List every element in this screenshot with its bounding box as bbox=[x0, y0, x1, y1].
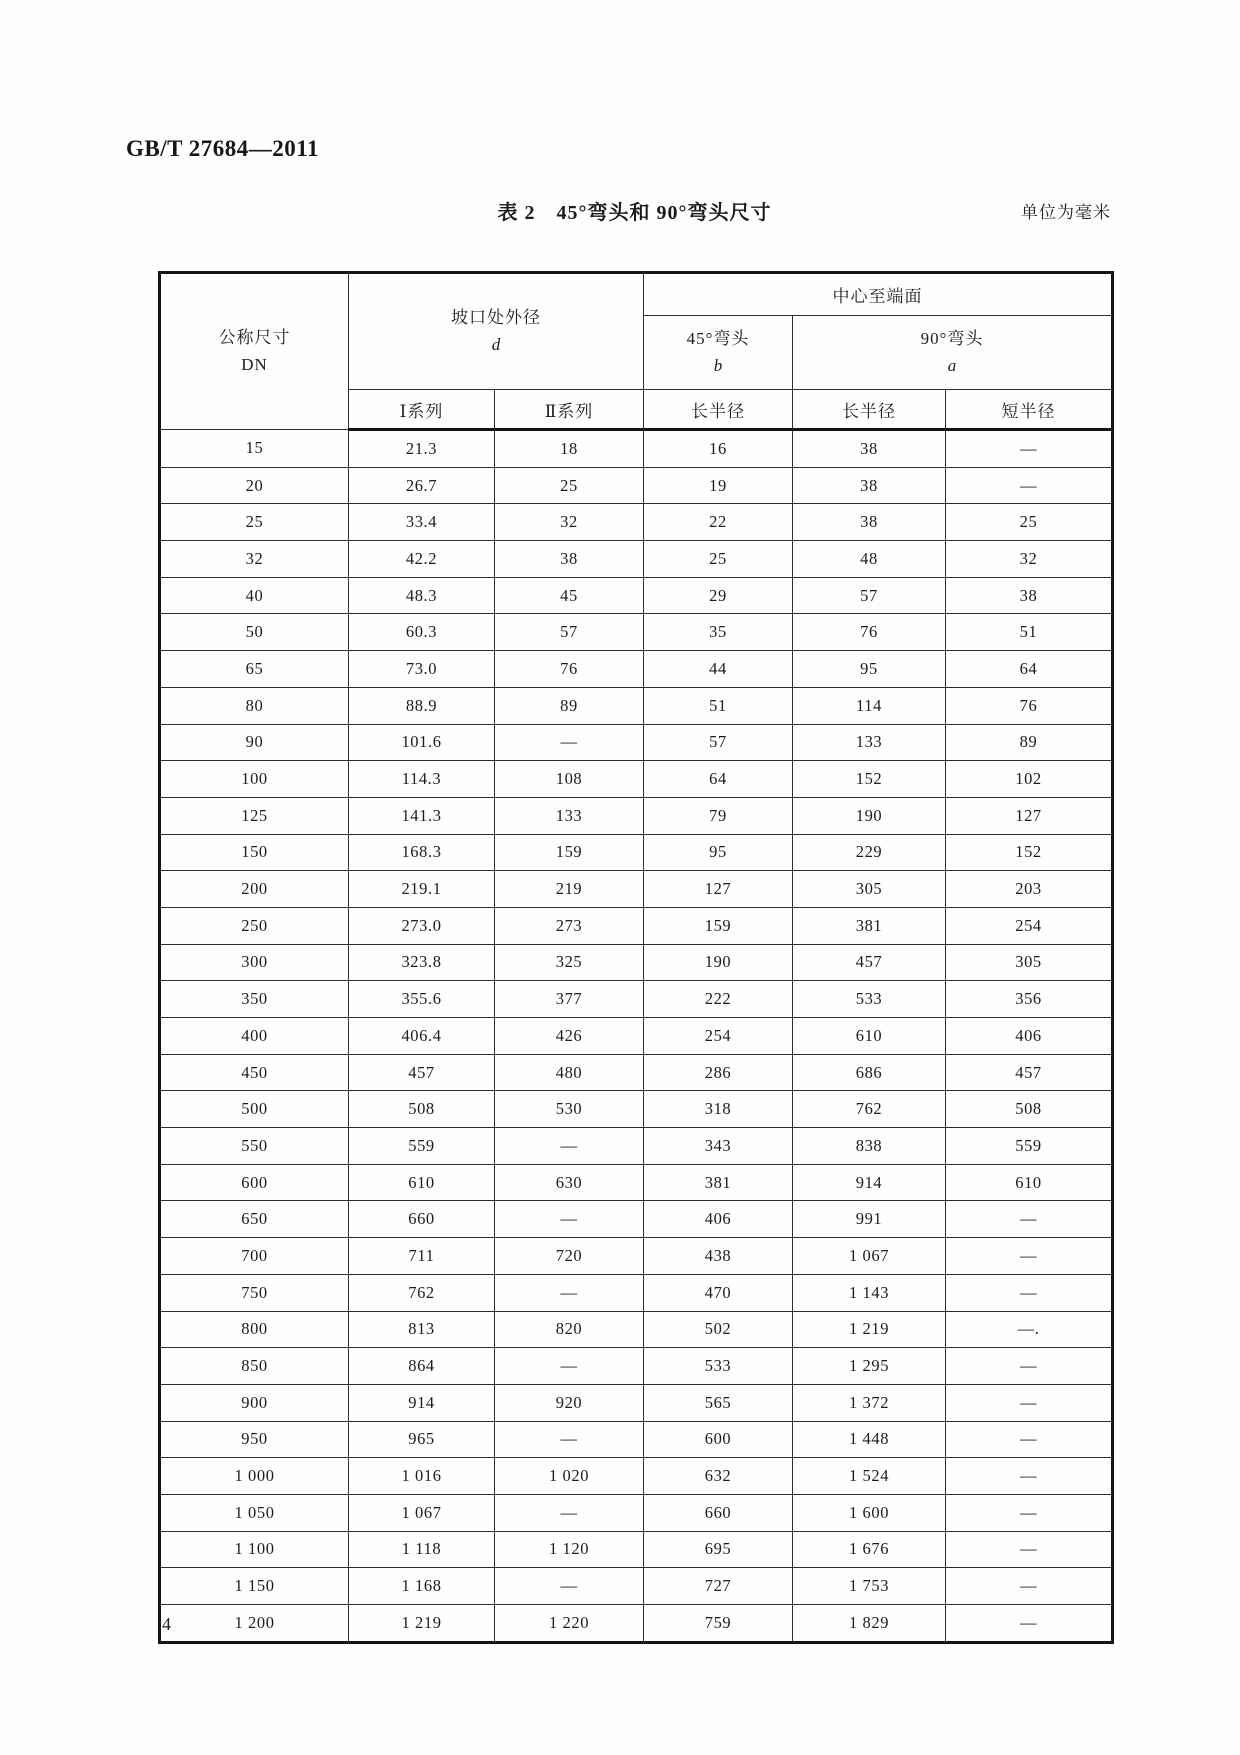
table-cell: 1 067 bbox=[349, 1494, 495, 1531]
header-elbow-90 bbox=[793, 316, 1113, 390]
header-nominal-size-symbol: DN bbox=[241, 354, 268, 374]
header-nominal-size-label: 公称尺寸 bbox=[218, 328, 291, 348]
table-cell: — bbox=[946, 1605, 1113, 1643]
table-cell: 229 bbox=[793, 834, 946, 871]
table-row bbox=[160, 871, 1113, 908]
table-cell: 1 100 bbox=[160, 1531, 349, 1568]
table-cell: 18 bbox=[495, 430, 644, 468]
table-cell: 759 bbox=[644, 1605, 793, 1643]
table-row bbox=[160, 541, 1113, 578]
table-cell: 900 bbox=[160, 1384, 349, 1421]
table-cell: 695 bbox=[644, 1531, 793, 1568]
table-cell: 381 bbox=[793, 907, 946, 944]
table-cell: 25 bbox=[644, 541, 793, 578]
header-long-radius-45: 长半径 bbox=[644, 390, 793, 430]
table-cell: 991 bbox=[793, 1201, 946, 1238]
table-cell: 38 bbox=[793, 430, 946, 468]
table-cell: 350 bbox=[160, 981, 349, 1018]
header-center-to-face: 中心至端面 bbox=[644, 273, 1113, 316]
table-row bbox=[160, 1568, 1113, 1605]
table-cell: 426 bbox=[495, 1018, 644, 1055]
table-cell: 100 bbox=[160, 761, 349, 798]
table-cell: 1 295 bbox=[793, 1348, 946, 1385]
table-cell: 1 829 bbox=[793, 1605, 946, 1643]
table-cell: 64 bbox=[644, 761, 793, 798]
table-row bbox=[160, 1054, 1113, 1091]
table-cell: 502 bbox=[644, 1311, 793, 1348]
table-row bbox=[160, 1458, 1113, 1495]
table-cell: 838 bbox=[793, 1128, 946, 1165]
table-cell: 254 bbox=[946, 907, 1113, 944]
table-cell: — bbox=[495, 1128, 644, 1165]
table-cell: 22 bbox=[644, 504, 793, 541]
table-caption-row bbox=[158, 196, 1111, 222]
table-cell: 355.6 bbox=[349, 981, 495, 1018]
table-cell: 1 000 bbox=[160, 1458, 349, 1495]
header-series-2: Ⅱ系列 bbox=[495, 390, 644, 430]
table-row bbox=[160, 687, 1113, 724]
table-cell: 1 753 bbox=[793, 1568, 946, 1605]
table-row bbox=[160, 1531, 1113, 1568]
table-cell: 51 bbox=[644, 687, 793, 724]
table-cell: — bbox=[946, 1458, 1113, 1495]
table-row bbox=[160, 430, 1113, 468]
table-cell: 79 bbox=[644, 797, 793, 834]
table-cell: 101.6 bbox=[349, 724, 495, 761]
header-bevel-od-label: 坡口处外径 bbox=[451, 308, 541, 328]
table-cell: 152 bbox=[793, 761, 946, 798]
table-cell: 914 bbox=[349, 1384, 495, 1421]
table-cell: 35 bbox=[644, 614, 793, 651]
table-cell: 168.3 bbox=[349, 834, 495, 871]
header-short-radius-90: 短半径 bbox=[946, 390, 1113, 430]
table-cell: — bbox=[946, 1568, 1113, 1605]
table-cell: 305 bbox=[946, 944, 1113, 981]
table-cell: — bbox=[495, 1494, 644, 1531]
table-cell: 40 bbox=[160, 577, 349, 614]
table-cell: 762 bbox=[349, 1274, 495, 1311]
table-cell: 406.4 bbox=[349, 1018, 495, 1055]
table-cell: 88.9 bbox=[349, 687, 495, 724]
table-cell: 32 bbox=[495, 504, 644, 541]
table-cell: 73.0 bbox=[349, 651, 495, 688]
table-cell: 114.3 bbox=[349, 761, 495, 798]
table-cell: 190 bbox=[793, 797, 946, 834]
table-row bbox=[160, 1421, 1113, 1458]
table-cell: 125 bbox=[160, 797, 349, 834]
table-cell: 1 676 bbox=[793, 1531, 946, 1568]
table-row bbox=[160, 761, 1113, 798]
table-row bbox=[160, 577, 1113, 614]
header-bevel-od-symbol: d bbox=[491, 334, 501, 354]
table-cell: 914 bbox=[793, 1164, 946, 1201]
dimension-table bbox=[158, 271, 1114, 1644]
table-row bbox=[160, 1091, 1113, 1128]
table-row bbox=[160, 1018, 1113, 1055]
table-cell: 38 bbox=[793, 504, 946, 541]
table-cell: 273 bbox=[495, 907, 644, 944]
table-cell: — bbox=[495, 1421, 644, 1458]
table-cell: 356 bbox=[946, 981, 1113, 1018]
table-row bbox=[160, 907, 1113, 944]
table-cell: 25 bbox=[160, 504, 349, 541]
table-cell: 159 bbox=[644, 907, 793, 944]
header-nominal-size bbox=[160, 273, 349, 430]
table-cell: 159 bbox=[495, 834, 644, 871]
table-cell: 203 bbox=[946, 871, 1113, 908]
table-cell: 632 bbox=[644, 1458, 793, 1495]
table-cell: 1 219 bbox=[793, 1311, 946, 1348]
table-cell: 76 bbox=[793, 614, 946, 651]
table-cell: 65 bbox=[160, 651, 349, 688]
table-cell: 457 bbox=[793, 944, 946, 981]
table-cell: 42.2 bbox=[349, 541, 495, 578]
table-cell: 108 bbox=[495, 761, 644, 798]
table-cell: 141.3 bbox=[349, 797, 495, 834]
table-cell: 600 bbox=[644, 1421, 793, 1458]
table-cell: 1 118 bbox=[349, 1531, 495, 1568]
table-cell: 1 016 bbox=[349, 1458, 495, 1495]
table-row bbox=[160, 651, 1113, 688]
table-cell: 19 bbox=[644, 467, 793, 504]
table-cell: 600 bbox=[160, 1164, 349, 1201]
table-row bbox=[160, 944, 1113, 981]
table-cell: 630 bbox=[495, 1164, 644, 1201]
table-cell: 20 bbox=[160, 467, 349, 504]
table-body bbox=[160, 430, 1113, 1643]
page-number: 4 bbox=[162, 1614, 171, 1634]
table-cell: 686 bbox=[793, 1054, 946, 1091]
table-cell: 133 bbox=[793, 724, 946, 761]
table-cell: 750 bbox=[160, 1274, 349, 1311]
table-cell: 610 bbox=[946, 1164, 1113, 1201]
table-cell: 1 150 bbox=[160, 1568, 349, 1605]
header-elbow-90-label: 90°弯头 bbox=[920, 329, 984, 349]
table-title: 表 2 45°弯头和 90°弯头尺寸 bbox=[497, 202, 772, 224]
table-cell: 711 bbox=[349, 1238, 495, 1275]
table-cell: 38 bbox=[495, 541, 644, 578]
table-row bbox=[160, 1128, 1113, 1165]
table-cell: 325 bbox=[495, 944, 644, 981]
table-cell: 133 bbox=[495, 797, 644, 834]
table-cell: 64 bbox=[946, 651, 1113, 688]
table-cell: 1 050 bbox=[160, 1494, 349, 1531]
table-cell: 1 200 bbox=[160, 1605, 349, 1643]
table-row bbox=[160, 797, 1113, 834]
table-cell: 650 bbox=[160, 1201, 349, 1238]
table-cell: 80 bbox=[160, 687, 349, 724]
table-cell: — bbox=[495, 724, 644, 761]
table-cell: 565 bbox=[644, 1384, 793, 1421]
table-cell: 864 bbox=[349, 1348, 495, 1385]
table-cell: 318 bbox=[644, 1091, 793, 1128]
table-cell: 45 bbox=[495, 577, 644, 614]
table-cell: 60.3 bbox=[349, 614, 495, 651]
table-cell: 508 bbox=[349, 1091, 495, 1128]
table-cell: 57 bbox=[793, 577, 946, 614]
table-cell: 26.7 bbox=[349, 467, 495, 504]
table-cell: 57 bbox=[495, 614, 644, 651]
table-cell: 1 600 bbox=[793, 1494, 946, 1531]
table-cell: — bbox=[946, 1494, 1113, 1531]
table-cell: 850 bbox=[160, 1348, 349, 1385]
table-cell: 965 bbox=[349, 1421, 495, 1458]
table-cell: — bbox=[946, 1421, 1113, 1458]
table-row bbox=[160, 834, 1113, 871]
table-cell: 1 220 bbox=[495, 1605, 644, 1643]
header-long-radius-90: 长半径 bbox=[793, 390, 946, 430]
table-cell: 219.1 bbox=[349, 871, 495, 908]
table-cell: 381 bbox=[644, 1164, 793, 1201]
table-cell: — bbox=[495, 1201, 644, 1238]
table-cell: 102 bbox=[946, 761, 1113, 798]
table-cell: 150 bbox=[160, 834, 349, 871]
table-row bbox=[160, 1201, 1113, 1238]
table-row bbox=[160, 981, 1113, 1018]
header-elbow-45-label: 45°弯头 bbox=[686, 329, 750, 349]
table-cell: — bbox=[946, 1238, 1113, 1275]
header-bevel-od bbox=[349, 273, 644, 390]
table-cell: 660 bbox=[644, 1494, 793, 1531]
table-cell: 50 bbox=[160, 614, 349, 651]
table-cell: 254 bbox=[644, 1018, 793, 1055]
table-cell: — bbox=[495, 1348, 644, 1385]
table-row bbox=[160, 1494, 1113, 1531]
table-cell: 114 bbox=[793, 687, 946, 724]
table-cell: 550 bbox=[160, 1128, 349, 1165]
table-cell: 457 bbox=[349, 1054, 495, 1091]
table-cell: 286 bbox=[644, 1054, 793, 1091]
table-cell: 76 bbox=[495, 651, 644, 688]
table-cell: 920 bbox=[495, 1384, 644, 1421]
table-cell: 25 bbox=[495, 467, 644, 504]
table-cell: 500 bbox=[160, 1091, 349, 1128]
table-cell: 1 448 bbox=[793, 1421, 946, 1458]
table-cell: — bbox=[946, 1384, 1113, 1421]
table-row bbox=[160, 1274, 1113, 1311]
table-row bbox=[160, 614, 1113, 651]
table-cell: 820 bbox=[495, 1311, 644, 1348]
table-cell: 48 bbox=[793, 541, 946, 578]
table-cell: 1 067 bbox=[793, 1238, 946, 1275]
table-cell: 38 bbox=[946, 577, 1113, 614]
table-cell: 89 bbox=[495, 687, 644, 724]
table-cell: 38 bbox=[793, 467, 946, 504]
table-cell: — bbox=[946, 1274, 1113, 1311]
table-cell: 406 bbox=[644, 1201, 793, 1238]
table-cell: 300 bbox=[160, 944, 349, 981]
table-header bbox=[160, 273, 1113, 430]
table-cell: 800 bbox=[160, 1311, 349, 1348]
table-cell: — bbox=[946, 467, 1113, 504]
table-cell: — bbox=[495, 1274, 644, 1311]
table-cell: 32 bbox=[946, 541, 1113, 578]
table-cell: 1 372 bbox=[793, 1384, 946, 1421]
table-cell: 16 bbox=[644, 430, 793, 468]
table-cell: 950 bbox=[160, 1421, 349, 1458]
table-cell: — bbox=[946, 1348, 1113, 1385]
table-cell: 89 bbox=[946, 724, 1113, 761]
table-cell: 15 bbox=[160, 430, 349, 468]
table-cell: 323.8 bbox=[349, 944, 495, 981]
table-cell: 44 bbox=[644, 651, 793, 688]
table-cell: 200 bbox=[160, 871, 349, 908]
table-cell: 33.4 bbox=[349, 504, 495, 541]
table-cell: 610 bbox=[793, 1018, 946, 1055]
table-cell: 530 bbox=[495, 1091, 644, 1128]
table-row bbox=[160, 1605, 1113, 1643]
table-cell: 90 bbox=[160, 724, 349, 761]
table-cell: 250 bbox=[160, 907, 349, 944]
table-cell: 533 bbox=[644, 1348, 793, 1385]
table-cell: 305 bbox=[793, 871, 946, 908]
table-cell: 400 bbox=[160, 1018, 349, 1055]
table-cell: — bbox=[495, 1568, 644, 1605]
table-cell: 508 bbox=[946, 1091, 1113, 1128]
table-cell: 343 bbox=[644, 1128, 793, 1165]
table-cell: 95 bbox=[793, 651, 946, 688]
table-row bbox=[160, 1311, 1113, 1348]
table-cell: 57 bbox=[644, 724, 793, 761]
table-cell: —. bbox=[946, 1311, 1113, 1348]
table-cell: 219 bbox=[495, 871, 644, 908]
table-cell: 76 bbox=[946, 687, 1113, 724]
table-cell: 95 bbox=[644, 834, 793, 871]
table-cell: 727 bbox=[644, 1568, 793, 1605]
table-cell: — bbox=[946, 1531, 1113, 1568]
table-cell: 1 524 bbox=[793, 1458, 946, 1495]
table-cell: 51 bbox=[946, 614, 1113, 651]
table-cell: 1 020 bbox=[495, 1458, 644, 1495]
table-cell: 533 bbox=[793, 981, 946, 1018]
table-cell: 1 168 bbox=[349, 1568, 495, 1605]
table-cell: 222 bbox=[644, 981, 793, 1018]
table-cell: 1 219 bbox=[349, 1605, 495, 1643]
table-row bbox=[160, 1164, 1113, 1201]
table-cell: 813 bbox=[349, 1311, 495, 1348]
header-elbow-45-symbol: b bbox=[713, 355, 723, 375]
table-cell: 470 bbox=[644, 1274, 793, 1311]
table-cell: 29 bbox=[644, 577, 793, 614]
standard-number: GB/T 27684—2011 bbox=[126, 136, 320, 161]
table-cell: 610 bbox=[349, 1164, 495, 1201]
table-cell: 438 bbox=[644, 1238, 793, 1275]
table-cell: 406 bbox=[946, 1018, 1113, 1055]
table-cell: 273.0 bbox=[349, 907, 495, 944]
table-cell: 152 bbox=[946, 834, 1113, 871]
header-series-1: Ⅰ系列 bbox=[349, 390, 495, 430]
table-cell: 21.3 bbox=[349, 430, 495, 468]
table-row bbox=[160, 1348, 1113, 1385]
header-elbow-45 bbox=[644, 316, 793, 390]
table-cell: 190 bbox=[644, 944, 793, 981]
table-cell: 127 bbox=[946, 797, 1113, 834]
table-cell: 127 bbox=[644, 871, 793, 908]
table-cell: 32 bbox=[160, 541, 349, 578]
table-cell: 720 bbox=[495, 1238, 644, 1275]
table-cell: 377 bbox=[495, 981, 644, 1018]
table-cell: 1 143 bbox=[793, 1274, 946, 1311]
table-cell: 48.3 bbox=[349, 577, 495, 614]
table-cell: 559 bbox=[946, 1128, 1113, 1165]
table-cell: 660 bbox=[349, 1201, 495, 1238]
table-cell: 700 bbox=[160, 1238, 349, 1275]
table-row bbox=[160, 1238, 1113, 1275]
unit-note: 单位为毫米 bbox=[1021, 203, 1111, 222]
table-row bbox=[160, 1384, 1113, 1421]
table-cell: 480 bbox=[495, 1054, 644, 1091]
table-cell: — bbox=[946, 430, 1113, 468]
table-row bbox=[160, 467, 1113, 504]
table-cell: 559 bbox=[349, 1128, 495, 1165]
table-cell: 25 bbox=[946, 504, 1113, 541]
table-row bbox=[160, 724, 1113, 761]
table-cell: — bbox=[946, 1201, 1113, 1238]
header-elbow-90-symbol: a bbox=[947, 355, 957, 375]
table-cell: 457 bbox=[946, 1054, 1113, 1091]
table-cell: 762 bbox=[793, 1091, 946, 1128]
table-cell: 450 bbox=[160, 1054, 349, 1091]
table-cell: 1 120 bbox=[495, 1531, 644, 1568]
table-row bbox=[160, 504, 1113, 541]
